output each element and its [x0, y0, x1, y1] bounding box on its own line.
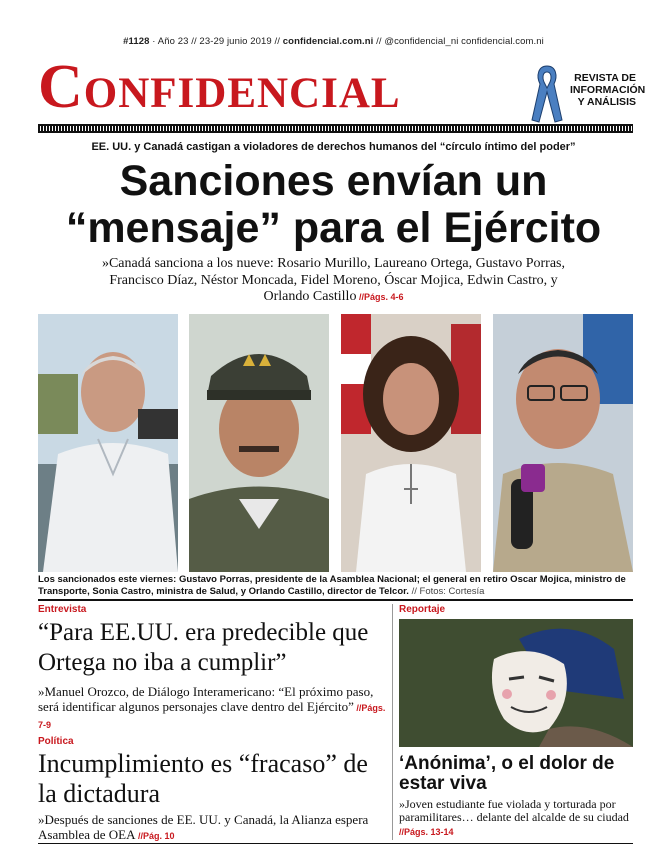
lead-photo-strip — [38, 314, 633, 572]
section-label: Entrevista — [38, 604, 87, 615]
photo-oscar-mojica — [189, 314, 329, 572]
lead-deck — [90, 256, 577, 306]
tagline-line: Y ANÁLISIS — [577, 96, 636, 108]
lead-kicker: EE. UU. y Canadá castigan a violadores de derechos humanos del “círculo íntimo del poder” — [91, 141, 576, 153]
summary-text: »Joven estudiante fue violada y torturada por paramilitares… delante del alcalde de su ciudad — [399, 797, 629, 824]
section-label: Política — [38, 736, 74, 747]
section-label: Reportaje — [399, 604, 446, 615]
interview-headline[interactable]: “Para EE.UU. era predecible que Ortega no iba a cumplir” — [38, 619, 369, 676]
right-column — [399, 604, 633, 839]
tagline-line: REVISTA DE — [574, 72, 636, 84]
interview-summary — [38, 684, 388, 733]
facebook-link[interactable]: confidencial.com.ni — [458, 36, 544, 47]
masthead — [38, 53, 646, 124]
caption-rule — [38, 599, 633, 601]
photo-masked-person — [399, 619, 633, 747]
issue-info: · Año 23 // 23-29 junio 2019 // — [149, 36, 281, 47]
photo-orlando-castillo — [493, 314, 633, 572]
lead-headline[interactable] — [0, 158, 667, 252]
column-divider — [392, 604, 393, 840]
politics-headline[interactable]: Incumplimiento es “fracaso” de la dictadura — [38, 749, 368, 808]
page-ref[interactable]: //Págs. 7-9 — [38, 703, 386, 730]
summary-text: »Después de sanciones de EE. UU. y Canadá, la Alianza espera Asamblea de OEA — [38, 812, 369, 842]
site-link[interactable]: confidencial.com.ni — [280, 36, 377, 47]
page-ref[interactable]: //Pág. 10 — [135, 831, 175, 841]
report-summary — [399, 798, 633, 839]
caption-text: Los sancionados este viernes: Gustavo Porras, presidente de la Asamblea Nacional; el general en retiro Oscar Mojica, ministro de Transporte, Sonia Castro, ministra de Salud, y Orlando Castillo, director de Telcor. — [38, 574, 626, 597]
photo-gustavo-porras — [38, 314, 178, 572]
headline-line: “mensaje” para el Ejército — [65, 204, 602, 252]
tagline-line: INFORMACIÓN — [570, 84, 646, 96]
tagline — [570, 72, 646, 108]
masthead-rule — [38, 124, 633, 133]
report-headline[interactable]: ‘Anónima’, o el dolor de estar viva — [399, 753, 615, 794]
issue-number: #1128 — [123, 36, 150, 47]
issue-line — [0, 36, 667, 47]
bottom-rule — [38, 843, 633, 844]
page-ref[interactable]: //Págs. 4-6 — [356, 292, 404, 302]
twitter-handle[interactable]: // @confidencial_ni — [376, 36, 459, 47]
logo[interactable]: Confidencial — [38, 53, 401, 121]
photo-caption — [38, 574, 633, 597]
left-column — [38, 604, 388, 844]
summary-text: »Manuel Orozco, de Diálogo Interamericano: “El próximo paso, será identificar algunos personajes clave dentro del Ejército” — [38, 684, 374, 714]
ribbon-icon — [528, 62, 566, 124]
page-ref[interactable]: //Págs. 13-14 — [399, 827, 454, 837]
deck-text: »Canadá sanciona a los nueve: Rosario Murillo, Laureano Ortega, Gustavo Porras, Francisco Díaz, Néstor Moncada, Fidel Moreno, Óscar Mojica, Edwin Castro, y Orlando Castillo — [101, 256, 566, 304]
politics-summary — [38, 812, 388, 844]
headline-line: Sanciones envían un — [119, 157, 548, 205]
photo-credit: // Fotos: Cortesía — [408, 585, 485, 597]
photo-sonia-castro — [341, 314, 481, 572]
